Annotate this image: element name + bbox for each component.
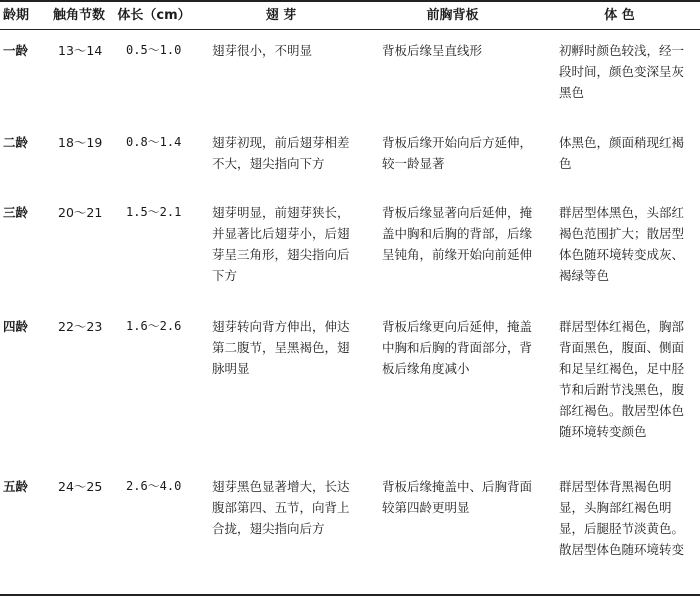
wing-bud-text: 翅芽黑色显著增大，长达腹部第四、五节，向背上合拢，翅尖指向后方 bbox=[212, 479, 350, 536]
wing-bud-cell bbox=[196, 30, 366, 123]
body-color-text: 群居型体黑色，头部红褐色范围扩大；散居型体色随环境转变成灰、褐绿等色 bbox=[559, 205, 685, 283]
header-body-length: 体长（cm） bbox=[112, 1, 196, 30]
antenna-segments-cell: 22～23 bbox=[58, 319, 103, 334]
table-row bbox=[0, 192, 700, 306]
body-length-cell: 0.5～1.0 bbox=[126, 43, 182, 57]
stage-cell: 四龄 bbox=[3, 319, 29, 334]
body-color-cell bbox=[539, 122, 700, 192]
stage-cell: 一龄 bbox=[3, 43, 29, 58]
wing-bud-cell bbox=[196, 192, 366, 306]
stage-cell: 五龄 bbox=[0, 466, 46, 595]
wing-bud-text: 翅芽转向背方伸出，伸达第二腹节，呈黑褐色，翅脉明显 bbox=[212, 319, 350, 376]
pronotum-text: 背板后缘呈直线形 bbox=[382, 43, 483, 58]
stage-cell: 二龄 bbox=[3, 135, 29, 150]
antenna-segments-cell: 18～19 bbox=[58, 135, 103, 150]
wing-bud-cell bbox=[196, 122, 366, 192]
pronotum-cell bbox=[366, 192, 539, 306]
body-color-text: 体黑色，颜面稍现红褐色 bbox=[559, 135, 685, 171]
body-color-text: 群居型体红褐色，胸部背面黑色，腹面、侧面和足呈红褐色，足中胫节和后跗节浅黑色，腹部红褐色。散居型体色随环境转变颜色 bbox=[559, 319, 685, 439]
body-color-cell bbox=[539, 192, 700, 306]
pronotum-text: 背板后缘更向后延伸，掩盖中胸和后胸的背面部分，背板后缘角度减小 bbox=[382, 319, 533, 376]
table-row bbox=[0, 122, 700, 192]
body-color-cell bbox=[539, 30, 700, 123]
pronotum-text: 背板后缘开始向后方延伸，较一龄显著 bbox=[382, 135, 533, 171]
pronotum-cell bbox=[366, 122, 539, 192]
antenna-segments-cell: 20～21 bbox=[58, 205, 103, 220]
header-antenna-segments: 触角节数 bbox=[46, 1, 112, 30]
body-color-text: 初孵时颜色较浅，经一段时间，颜色变深呈灰黑色 bbox=[559, 43, 685, 100]
body-color-cell bbox=[539, 466, 700, 595]
pronotum-cell bbox=[366, 30, 539, 123]
table-body bbox=[0, 30, 700, 596]
wing-bud-text: 翅芽很小，不明显 bbox=[212, 43, 313, 58]
header-body-color: 体 色 bbox=[539, 1, 700, 30]
body-color-text: 群居型体背黑褐色明显，头胸部红褐色明显，后腿胫节淡黄色。散居型体色随环境转变 bbox=[559, 479, 685, 557]
body-length-cell: 1.5～2.1 bbox=[126, 205, 182, 219]
antenna-segments-cell: 13～14 bbox=[58, 43, 103, 58]
header-pronotum: 前胸背板 bbox=[366, 1, 539, 30]
table-row bbox=[0, 306, 700, 466]
wing-bud-cell bbox=[196, 306, 366, 466]
wing-bud-text: 翅芽初现，前后翅芽相差不大，翅尖指向下方 bbox=[212, 135, 350, 171]
body-length-cell: 0.8～1.4 bbox=[126, 135, 182, 149]
stage-cell: 三龄 bbox=[3, 205, 29, 220]
header-stage: 龄期 bbox=[0, 1, 46, 30]
body-color-cell bbox=[539, 306, 700, 466]
pronotum-text: 背板后缘显著向后延伸，掩盖中胸和后胸的背部，后缘呈钝角，前缘开始向前延伸 bbox=[382, 205, 533, 262]
header-wing-bud: 翅 芽 bbox=[196, 1, 366, 30]
body-length-cell: 1.6～2.6 bbox=[126, 319, 182, 333]
wing-bud-cell bbox=[196, 466, 366, 595]
pronotum-cell bbox=[366, 466, 539, 595]
table-header bbox=[0, 1, 700, 30]
pronotum-text: 背板后缘掩盖中、后胸背面较第四龄更明显 bbox=[382, 479, 533, 515]
table-row bbox=[0, 30, 700, 123]
antenna-segments-cell: 24～25 bbox=[46, 466, 112, 595]
header-row bbox=[0, 1, 700, 30]
wing-bud-text: 翅芽明显，前翅芽狭长，并显著比后翅芽小，后翅芽呈三角形，翅尖指向后下方 bbox=[212, 205, 350, 283]
table-row bbox=[0, 466, 700, 595]
body-length-cell: 2.6～4.0 bbox=[112, 466, 196, 595]
pronotum-cell bbox=[366, 306, 539, 466]
